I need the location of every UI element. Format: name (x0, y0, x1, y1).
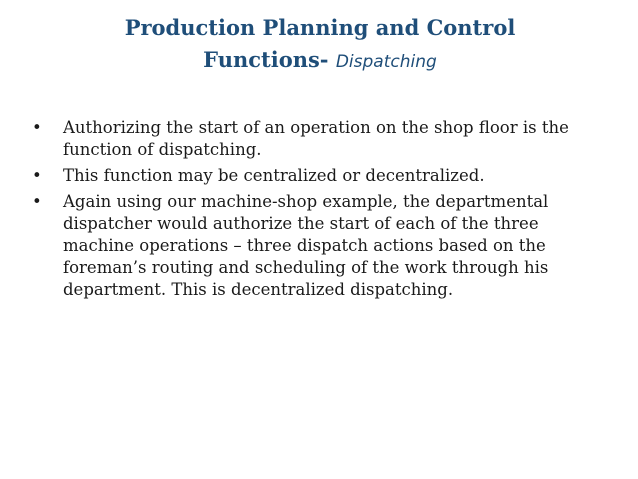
title-functions: Functions- (203, 47, 329, 72)
title-subtitle: Dispatching (335, 52, 437, 72)
bullet-item (30, 191, 610, 301)
title-line-1: Production Planning and Control (124, 15, 516, 40)
bullet-icon: • (32, 166, 42, 185)
bullet-list (30, 117, 610, 305)
bullet-text: This function may be centralized or decentralized. (63, 166, 485, 185)
bullet-icon: • (32, 118, 42, 137)
bullet-icon: • (32, 192, 42, 211)
bullet-text: Authorizing the start of an operation on the shop floor is the function of dispatching. (63, 118, 569, 159)
bullet-text: Again using our machine-shop example, the departmental dispatcher would authorize the start of each of the three machine operations – three dispatch actions based on the foreman’s routing and scheduling of the work through his department. This is decentralized dispatching. (63, 192, 549, 299)
bullet-item (30, 165, 610, 187)
title-line-2 (60, 44, 580, 78)
slide-title (60, 12, 580, 78)
bullet-item (30, 117, 610, 161)
